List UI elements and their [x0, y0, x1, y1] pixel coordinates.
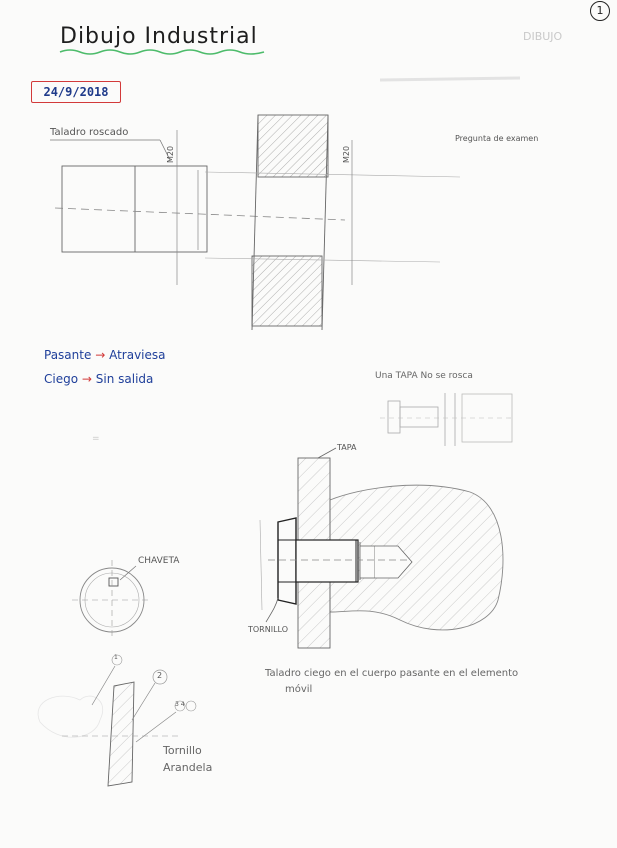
tapa-label: TAPA [337, 443, 357, 452]
arandela-text: Arandela [163, 761, 213, 774]
bottom-caption-line2: móvil [285, 684, 313, 695]
tornillo-label: TORNILLO [248, 625, 289, 634]
callout-2: 2 [157, 671, 163, 680]
dimension-left: M20 [166, 145, 176, 164]
date-stamp: 24/9/2018 [31, 81, 121, 103]
arrow-icon: → [95, 348, 106, 362]
figure1-label: Taladro roscado [50, 127, 129, 138]
faint-mark: = [92, 434, 100, 444]
tapa-note: Una TAPA No se rosca [375, 371, 473, 381]
chaveta-label: CHAVETA [138, 556, 180, 566]
definition-term: Ciego [44, 372, 79, 386]
page-title: Dibujo Industrial [60, 24, 258, 49]
bottom-caption-line1: Taladro ciego en el cuerpo pasante en el elemento [265, 668, 519, 679]
arrow-icon: → [81, 372, 92, 386]
exam-note: Pregunta de examen [455, 134, 539, 143]
callout-3-4: 3 4 [175, 701, 185, 708]
definition-meaning: Atraviesa [109, 348, 166, 362]
faint-header-text: DIBUJO [523, 30, 563, 43]
callout-1: 1 [114, 654, 118, 661]
definition-term: Pasante [44, 348, 92, 362]
dimension-right: M20 [342, 145, 352, 164]
definition-meaning: Sin salida [95, 372, 154, 386]
tornillo-text: Tornillo [163, 744, 202, 757]
page-number: 1 [590, 1, 610, 21]
